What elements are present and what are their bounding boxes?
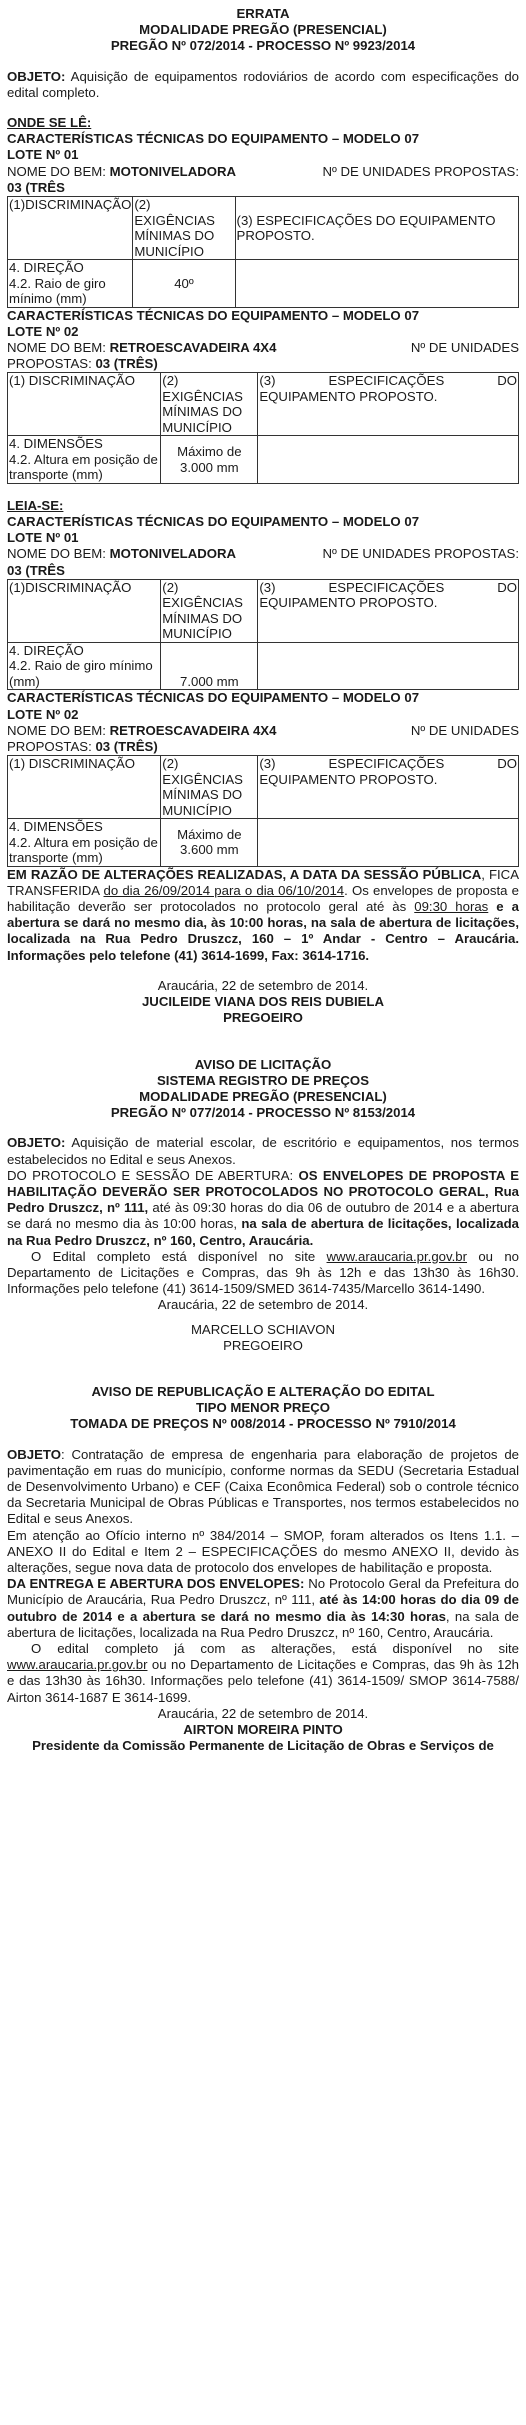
spec-table: (1) DISCRIMINAÇÃO (2) EXIGÊNCIAS MÍNIMAS DO MUNICÍPIO (3) ESPECIFICAÇÕES DO EQUIPAMENTO PROPOSTO. 4. DIMENSÕES 4.2. Altura em posição de transporte (mm) Máximo de 3.000 mm bbox=[9, 373, 517, 483]
aviso-protocol-paragraph: DO PROTOCOLO E SESSÃO DE ABERTURA: OS ENVELOPES DE PROPOSTA E HABILITAÇÃO DEVERÃO SER PROTOCOLADOS NO PROTOCOLO GERAL, Rua Pedro Druszcz, nº 111, até às 09:30 horas do dia 06 de outubro de 2014 e a abertura se dará no mesmo dia às 10:00 horas, na sala de abertura de licitações, localizada na Rua Pedro Druszcz, nº 160, Centro, Araucária. bbox=[7, 1167, 519, 1248]
aviso-process: PREGÃO Nº 077/2014 - PROCESSO Nº 8153/2014 bbox=[110, 1105, 416, 1121]
units-line: PROPOSTAS: 03 (TRÊS) bbox=[7, 738, 158, 754]
errata-process: PREGÃO Nº 072/2014 - PROCESSO Nº 9923/2014 bbox=[110, 38, 416, 54]
aviso-modality: MODALIDADE PREGÃO (PRESENCIAL) bbox=[139, 1088, 387, 1104]
aviso-system: SISTEMA REGISTRO DE PREÇOS bbox=[156, 1072, 369, 1088]
republicacao-object: OBJETO: Contratação de empresa de engenharia para elaboração de projetos de pavimentação em ruas do município, conforme normas da SEDU (Secretaria Estadual de Desenvolvimento Urbano) e CEF (Caixa Econômica Federal) sob o controle técnico da Secretaria Municipal de Obras Públicas e Transportes, nos termos estabelecidos no Edital e seus Anexos. bbox=[7, 1446, 519, 1527]
document-page bbox=[7, 0, 519, 1754]
spec-heading: CARACTERÍSTICAS TÉCNICAS DO EQUIPAMENTO – MODELO 07 bbox=[7, 690, 420, 706]
asset-name-line: NOME DO BEM: RETROESCAVADEIRA 4X4 Nº DE UNIDADES bbox=[7, 339, 519, 355]
aviso-date: Araucária, 22 de setembro de 2014. bbox=[157, 1297, 369, 1313]
spec-heading: CARACTERÍSTICAS TÉCNICAS DO EQUIPAMENTO – MODELO 07 bbox=[7, 514, 420, 530]
lote-label: LOTE Nº 01 bbox=[7, 530, 79, 546]
republicacao-title: AVISO DE REPUBLICAÇÃO E ALTERAÇÃO DO EDITAL bbox=[91, 1383, 435, 1399]
lote-label: LOTE Nº 02 bbox=[7, 323, 79, 339]
spec-table: (1)DISCRIMINAÇÃO (2) EXIGÊNCIAS MÍNIMAS DO MUNICÍPIO (3) ESPECIFICAÇÕES DO EQUIPAMENTO PROPOSTO. 4. DIREÇÃO 4.2. Raio de giro mínimo (mm) 7.000 mm bbox=[9, 579, 517, 689]
errata-notice-paragraph: EM RAZÃO DE ALTERAÇÕES REALIZADAS, A DATA DA SESSÃO PÚBLICA, FICA TRANSFERIDA do dia 26/09/2014 para o dia 06/10/2014. Os envelopes de proposta e habilitação deverão ser protocolados no protocolo geral até às 09:30 horas e a abertura se dará no mesmo dia, às 10:00 horas, na sala de abertura de licitações, localizada na Rua Pedro Druszcz, 160 – 1º Andar - Centro – Araucária. Informações pelo telefone (41) 3614-1699, Fax: 3614-1716. bbox=[7, 866, 519, 963]
spec-table: (1) DISCRIMINAÇÃO (2) EXIGÊNCIAS MÍNIMAS DO MUNICÍPIO (3) ESPECIFICAÇÕES DO EQUIPAMENTO PROPOSTO. 4. DIMENSÕES 4.2. Altura em posição de transporte (mm) Máximo de 3.600 mm bbox=[9, 756, 517, 866]
spec-table: (1)DISCRIMINAÇÃO (2) EXIGÊNCIAS MÍNIMAS DO MUNICÍPIO (3) ESPECIFICAÇÕES DO EQUIPAMENTO PROPOSTO. 4. DIREÇÃO 4.2. Raio de giro mínimo (mm) 40º bbox=[7, 196, 519, 308]
errata-role: PREGOEIRO bbox=[223, 1010, 303, 1026]
republicacao-signer: AIRTON MOREIRA PINTO bbox=[183, 1722, 343, 1738]
errata-date: Araucária, 22 de setembro de 2014. bbox=[157, 977, 369, 993]
asset-name-line: NOME DO BEM: MOTONIVELADORA Nº DE UNIDADES PROPOSTAS: bbox=[7, 163, 519, 179]
republicacao-paragraph-2: DA ENTREGA E ABERTURA DOS ENVELOPES: No Protocolo Geral da Prefeitura do Município de Araucária, Rua Pedro Druszcz, nº 111, até às 14:00 horas do dia 09 de outubro de 2014 e a abertura se dará no mesmo dia às 14:30 horas, na sala de abertura de licitações, localizada na Rua Pedro Druszcz, nº 160, Centro, Araucária. bbox=[7, 1576, 519, 1640]
errata-object: OBJETO: Aquisição de equipamentos rodoviários de acordo com especificações do edital completo. bbox=[7, 68, 519, 100]
errata-modality: MODALIDADE PREGÃO (PRESENCIAL) bbox=[139, 22, 387, 38]
republicacao-type: TIPO MENOR PREÇO bbox=[195, 1400, 331, 1416]
units-line: PROPOSTAS: 03 (TRÊS) bbox=[7, 356, 158, 372]
republicacao-date: Araucária, 22 de setembro de 2014. bbox=[157, 1705, 369, 1721]
lote-label: LOTE Nº 02 bbox=[7, 706, 79, 722]
republicacao-paragraph-3: O edital completo já com as alterações, está disponível no site www.araucaria.pr.gov.br ou no Departamento de Licitações e Compras, das 9h às 12h e das 13h30 às 16h30. Informações pelo telefone (41) 3614-1509/ SMOP 3614-7588/ Airton 3614-1687 E 3614-1699. bbox=[7, 1641, 519, 1705]
units-count: 03 (TRÊS bbox=[7, 179, 65, 195]
site-link[interactable]: www.araucaria.pr.gov.br bbox=[7, 1657, 148, 1673]
aviso-signer: MARCELLO SCHIAVON bbox=[190, 1321, 336, 1337]
errata-title: ERRATA bbox=[236, 6, 290, 21]
lote-label: LOTE Nº 01 bbox=[7, 147, 79, 163]
aviso-role: PREGOEIRO bbox=[223, 1337, 303, 1353]
republicacao-process: TOMADA DE PREÇOS Nº 008/2014 - PROCESSO Nº 7910/2014 bbox=[70, 1416, 456, 1432]
aviso-object: OBJETO: Aquisição de material escolar, de escritório e equipamentos, nos termos estabelecidos no Edital e seus Anexos. bbox=[7, 1135, 519, 1167]
aviso-edital-paragraph: O Edital completo está disponível no site www.araucaria.pr.gov.br ou no Departamento de Licitações e Compras, das 9h às 12h e das 13h30 às 16h30. Informações pelo telefone (41) 3614-1509/SMED 3614-7435/Marcello 3614-1490. bbox=[7, 1248, 519, 1297]
aviso-title: AVISO DE LICITAÇÃO bbox=[194, 1056, 332, 1072]
errata-signer: JUCILEIDE VIANA DOS REIS DUBIELA bbox=[141, 994, 385, 1010]
onde-se-le-heading: ONDE SE LÊ: bbox=[7, 115, 92, 131]
asset-name-line: NOME DO BEM: RETROESCAVADEIRA 4X4 Nº DE UNIDADES bbox=[7, 722, 519, 738]
spec-heading: CARACTERÍSTICAS TÉCNICAS DO EQUIPAMENTO – MODELO 07 bbox=[7, 131, 420, 147]
leia-se-heading: LEIA-SE: bbox=[7, 497, 64, 513]
republicacao-role: Presidente da Comissão Permanente de Licitação de Obras e Serviços de bbox=[32, 1738, 494, 1754]
units-count: 03 (TRÊS bbox=[7, 562, 65, 578]
asset-name-line: NOME DO BEM: MOTONIVELADORA Nº DE UNIDADES PROPOSTAS: bbox=[7, 546, 519, 562]
spec-heading: CARACTERÍSTICAS TÉCNICAS DO EQUIPAMENTO – MODELO 07 bbox=[7, 307, 420, 323]
site-link[interactable]: www.araucaria.pr.gov.br bbox=[326, 1248, 468, 1264]
republicacao-paragraph-1: Em atenção ao Ofício interno nº 384/2014 – SMOP, foram alterados os Itens 1.1. – ANEXO II do Edital e Item 2 – ESPECIFICAÇÕES do mesmo ANEXO II, devido às alterações, segue nova data de protocolo dos envelopes de habilitação e proposta. bbox=[7, 1527, 519, 1575]
